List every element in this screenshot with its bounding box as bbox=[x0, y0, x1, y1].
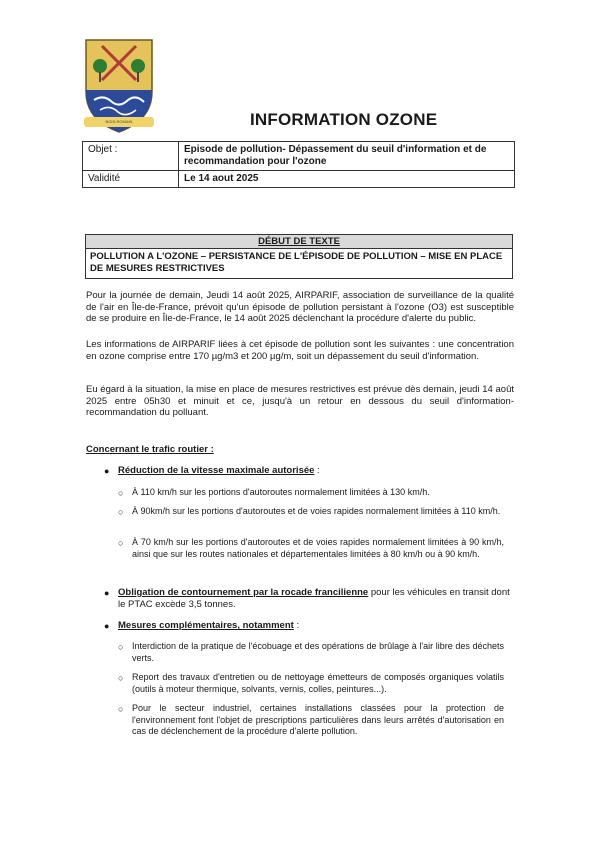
circle-bullet-icon: ○ bbox=[118, 488, 124, 498]
speed-item: À 70 km/h sur les portions d'autoroutes et de voies rapides normalement limitées à 90 km/h, ainsi que sur les routes nationales et départementales limitées à 80 km/h ou à 90 km/h. bbox=[132, 537, 504, 559]
validity-row bbox=[83, 171, 515, 188]
extra-item: Interdiction de la pratique de l'écobuage et des opérations de brûlage à l'air libre des déchets verts. bbox=[132, 641, 504, 663]
text-start-header: DÉBUT DE TEXTE bbox=[86, 235, 512, 249]
speed-heading-suffix: : bbox=[314, 465, 320, 476]
circle-bullet-icon: ○ bbox=[118, 673, 124, 683]
bypass-rest-text: pour les véhicules en transit dont le PTAC excède 3,5 tonnes. bbox=[118, 587, 510, 610]
bypass-bold-text: Obligation de contournement par la rocade francilienne bbox=[118, 587, 369, 598]
intro-paragraph: Pour la journée de demain, Jeudi 14 août 2025, AIRPARIF, association de surveillance de la qualité de l'air en Île-de-France, prévoit qu'un épisode de pollution persistant à l'ozone (O3) est susceptible de se produire en Île-de-France, le 14 août 2025 déclenchant la procédure d'alerte du public. bbox=[86, 290, 514, 324]
page-title: INFORMATION OZONE bbox=[250, 110, 438, 129]
circle-bullet-icon: ○ bbox=[118, 507, 124, 517]
bullet-icon: ● bbox=[104, 466, 110, 476]
validity-label: Validité bbox=[83, 171, 179, 188]
bypass-item bbox=[118, 587, 514, 610]
extra-item: Report des travaux d'entretien ou de nettoyage émetteurs de composés organiques volatils (outils à moteur thermique, solvants, vernis, colles, peintures...). bbox=[132, 672, 504, 694]
circle-bullet-icon: ○ bbox=[118, 538, 124, 548]
circle-bullet-icon: ○ bbox=[118, 704, 124, 714]
speed-item: À 90km/h sur les portions d'autoroutes et de voies rapides normalement limitées à 110 km/h. bbox=[132, 506, 501, 516]
extra-heading-text: Mesures complémentaires, notamment bbox=[118, 620, 294, 631]
airparif-paragraph: Les informations de AIRPARIF liées à cet épisode de pollution sont les suivantes : une concentration en ozone comprise entre 170 µg/m3 et 200 µg/m, soit un dépassement du seuil d'information. bbox=[86, 339, 514, 362]
speed-item: À 110 km/h sur les portions d'autoroutes normalement limitées à 130 km/h. bbox=[132, 487, 430, 497]
crest-motto-ribbon: BOIS-ROMAIN bbox=[84, 117, 154, 127]
extra-item: Pour le secteur industriel, certaines installations classées pour la protection de l'environnement font l'objet de prescriptions particulières dans leurs arrêtés d'autorisation en cas de déclenchement de la procédure d'alerte pollution. bbox=[132, 703, 504, 736]
bullet-icon: ● bbox=[104, 621, 110, 631]
text-start-box bbox=[85, 234, 513, 279]
object-row bbox=[83, 142, 515, 171]
bullet-icon: ● bbox=[104, 588, 110, 598]
speed-heading bbox=[118, 465, 514, 477]
traffic-heading: Concernant le trafic routier : bbox=[86, 444, 214, 455]
text-subject: POLLUTION A L'OZONE – PERSISTANCE DE L'ÉPISODE DE POLLUTION – MISE EN PLACE DE MESURES RESTRICTIVES bbox=[90, 251, 503, 274]
info-table bbox=[82, 141, 515, 188]
circle-bullet-icon: ○ bbox=[118, 642, 124, 652]
extra-heading bbox=[118, 620, 514, 632]
speed-heading-text: Réduction de la vitesse maximale autorisée bbox=[118, 465, 315, 476]
object-label: Objet : bbox=[83, 142, 179, 171]
measures-paragraph: Eu égard à la situation, la mise en place de mesures restrictives est prévue dès demain, jeudi 14 août 2025 entre 05h30 et minuit et ce, jusqu'à un retour en dessous du seuil d'information-recommandation du polluant. bbox=[86, 384, 514, 418]
validity-value: Le 14 aout 2025 bbox=[179, 171, 515, 188]
object-value: Episode de pollution- Dépassement du seuil d'information et de recommandation pour l'ozone bbox=[179, 142, 515, 171]
extra-heading-suffix: : bbox=[293, 620, 300, 631]
